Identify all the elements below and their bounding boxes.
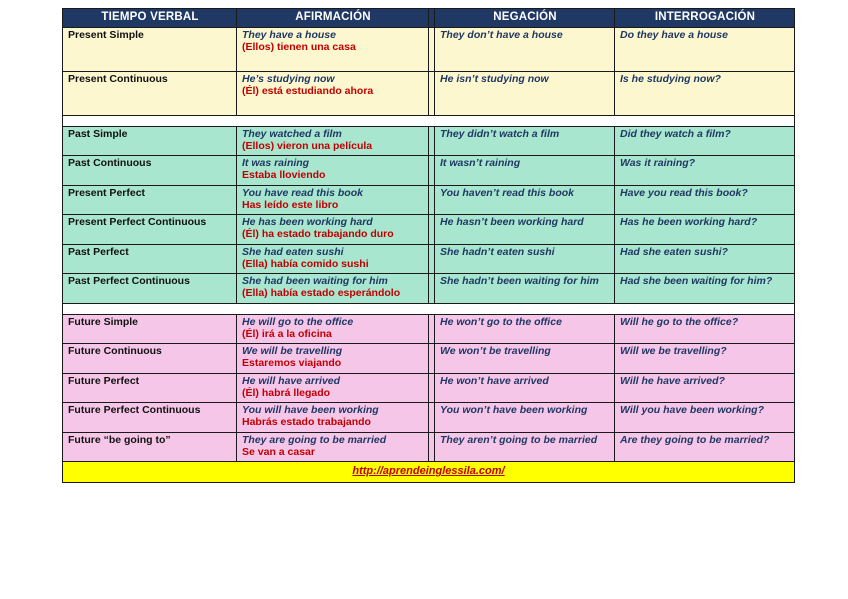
affirmative-cell-spanish: (Ella) había estado esperándolo: [242, 287, 401, 300]
affirmative-cell-spanish: Has leído este libro: [242, 198, 339, 211]
tense-name-cell: Past Continuous: [63, 156, 237, 186]
affirmative-cell: [237, 314, 429, 344]
interrogative-cell-english: Is he studying now?: [620, 72, 721, 85]
interrogative-cell-english: Has he been working hard?: [620, 216, 758, 229]
interrogative-cell-english: Was it raining?: [620, 157, 696, 170]
table-row: [63, 373, 795, 403]
affirmative-cell-english: She had eaten sushi: [242, 245, 344, 258]
interrogative-cell: [615, 27, 795, 71]
table-row: [63, 244, 795, 274]
affirmative-cell-spanish: (Él) habrá llegado: [242, 386, 331, 399]
table-row: [63, 27, 795, 71]
negative-cell: [435, 244, 615, 274]
verb-tenses-table: [62, 8, 795, 483]
negative-cell: [435, 344, 615, 374]
negative-cell: [435, 373, 615, 403]
affirmative-cell: [237, 185, 429, 215]
interrogative-cell-english: Will he have arrived?: [620, 374, 725, 387]
table-body: [63, 27, 795, 482]
affirmative-cell: [237, 274, 429, 304]
negative-cell-english: You won’t have been working: [440, 404, 588, 417]
negative-cell-english: They aren’t going to be married: [440, 433, 598, 446]
affirmative-cell-spanish: (Él) está estudiando ahora: [242, 84, 374, 97]
affirmative-cell: [237, 403, 429, 433]
interrogative-cell: [615, 432, 795, 462]
interrogative-cell-english: Will he go to the office?: [620, 315, 739, 328]
negative-cell-english: He hasn’t been working hard: [440, 216, 584, 229]
affirmative-cell-spanish: Estaremos viajando: [242, 357, 342, 370]
negative-cell: [435, 314, 615, 344]
affirmative-cell-spanish: Estaba lloviendo: [242, 169, 326, 182]
affirmative-cell: [237, 244, 429, 274]
affirmative-cell-english: They are going to be married: [242, 433, 387, 446]
column-header-interrogative: INTERROGACIÓN: [615, 9, 795, 28]
interrogative-cell-english: Had she eaten sushi?: [620, 245, 728, 258]
negative-cell-english: She hadn’t eaten sushi: [440, 245, 555, 258]
negative-cell: [435, 274, 615, 304]
interrogative-cell: [615, 344, 795, 374]
website-link[interactable]: http://aprendeinglessila.com/: [352, 465, 505, 478]
interrogative-cell: [615, 274, 795, 304]
affirmative-cell: [237, 432, 429, 462]
affirmative-cell-spanish: Se van a casar: [242, 445, 315, 458]
affirmative-cell-spanish: (Ellos) vieron una película: [242, 139, 373, 152]
negative-cell-english: He isn’t studying now: [440, 72, 549, 85]
table-row: [63, 185, 795, 215]
interrogative-cell: [615, 314, 795, 344]
negative-cell: [435, 71, 615, 115]
negative-cell-english: You haven’t read this book: [440, 186, 574, 199]
affirmative-cell: [237, 215, 429, 245]
tense-name-cell: Present Perfect: [63, 185, 237, 215]
affirmative-cell-spanish: (Él) irá a la oficina: [242, 327, 332, 340]
group-spacer-row: [63, 115, 795, 126]
table-row: [63, 344, 795, 374]
affirmative-cell-spanish: Habrás estado trabajando: [242, 416, 371, 429]
affirmative-cell-english: You will have been working: [242, 404, 379, 417]
column-header-negative: NEGACIÓN: [435, 9, 615, 28]
negative-cell: [435, 185, 615, 215]
table-row: [63, 126, 795, 156]
tense-name-cell: Past Simple: [63, 126, 237, 156]
tense-name-cell: Present Simple: [63, 27, 237, 71]
table-row: [63, 156, 795, 186]
affirmative-cell-english: They watched a film: [242, 127, 342, 140]
interrogative-cell-english: Do they have a house: [620, 28, 728, 41]
table-row: [63, 215, 795, 245]
table-row: [63, 403, 795, 433]
affirmative-cell-english: He has been working hard: [242, 216, 373, 229]
interrogative-cell: [615, 403, 795, 433]
tense-name-cell: Present Continuous: [63, 71, 237, 115]
interrogative-cell-english: Are they going to be married?: [620, 433, 770, 446]
affirmative-cell-english: You have read this book: [242, 186, 363, 199]
negative-cell: [435, 215, 615, 245]
affirmative-cell: [237, 126, 429, 156]
interrogative-cell-english: Have you read this book?: [620, 186, 748, 199]
tense-name-cell: Future “be going to”: [63, 432, 237, 462]
negative-cell-english: They don’t have a house: [440, 28, 563, 41]
negative-cell-english: He won’t go to the office: [440, 315, 562, 328]
interrogative-cell: [615, 185, 795, 215]
affirmative-cell-english: It was raining: [242, 157, 310, 170]
affirmative-cell-english: He will have arrived: [242, 374, 341, 387]
interrogative-cell: [615, 156, 795, 186]
negative-cell: [435, 126, 615, 156]
negative-cell: [435, 403, 615, 433]
table-row: [63, 432, 795, 462]
affirmative-cell: [237, 156, 429, 186]
negative-cell-english: We won’t be travelling: [440, 345, 551, 358]
tense-name-cell: Past Perfect Continuous: [63, 274, 237, 304]
affirmative-cell-english: She had been waiting for him: [242, 275, 388, 288]
column-header-affirmative: AFIRMACIÓN: [237, 9, 429, 28]
footer-row: [63, 462, 795, 482]
interrogative-cell: [615, 373, 795, 403]
negative-cell: [435, 27, 615, 71]
interrogative-cell-english: Will you have been working?: [620, 404, 765, 417]
negative-cell: [435, 156, 615, 186]
table-row: [63, 314, 795, 344]
negative-cell-english: She hadn’t been waiting for him: [440, 275, 599, 288]
tense-name-cell: Present Perfect Continuous: [63, 215, 237, 245]
header-row: [63, 9, 795, 28]
negative-cell-english: They didn’t watch a film: [440, 127, 560, 140]
interrogative-cell: [615, 215, 795, 245]
affirmative-cell-spanish: (Ella) había comido sushi: [242, 257, 369, 270]
negative-cell-english: He won’t have arrived: [440, 374, 549, 387]
affirmative-cell-english: He will go to the office: [242, 315, 354, 328]
table-row: [63, 71, 795, 115]
tense-name-cell: Future Perfect Continuous: [63, 403, 237, 433]
tense-name-cell: Future Perfect: [63, 373, 237, 403]
table-header: [63, 9, 795, 28]
table-row: [63, 274, 795, 304]
tense-name-cell: Future Continuous: [63, 344, 237, 374]
tense-name-cell: Future Simple: [63, 314, 237, 344]
negative-cell: [435, 432, 615, 462]
affirmative-cell-spanish: (Él) ha estado trabajando duro: [242, 228, 394, 241]
negative-cell-english: It wasn’t raining: [440, 157, 521, 170]
group-spacer-cell: [63, 303, 795, 314]
group-spacer-cell: [63, 115, 795, 126]
affirmative-cell-english: They have a house: [242, 28, 336, 41]
interrogative-cell-english: Did they watch a film?: [620, 127, 731, 140]
affirmative-cell: [237, 71, 429, 115]
affirmative-cell: [237, 373, 429, 403]
interrogative-cell: [615, 71, 795, 115]
interrogative-cell: [615, 244, 795, 274]
interrogative-cell-english: Will we be travelling?: [620, 345, 727, 358]
affirmative-cell-spanish: (Ellos) tienen una casa: [242, 40, 356, 53]
affirmative-cell: [237, 344, 429, 374]
column-header-tense: TIEMPO VERBAL: [63, 9, 237, 28]
tense-name-cell: Past Perfect: [63, 244, 237, 274]
interrogative-cell-english: Had she been waiting for him?: [620, 275, 773, 288]
footer-cell: [63, 462, 795, 482]
affirmative-cell-english: He’s studying now: [242, 72, 335, 85]
group-spacer-row: [63, 303, 795, 314]
affirmative-cell-english: We will be travelling: [242, 345, 343, 358]
interrogative-cell: [615, 126, 795, 156]
affirmative-cell: [237, 27, 429, 71]
